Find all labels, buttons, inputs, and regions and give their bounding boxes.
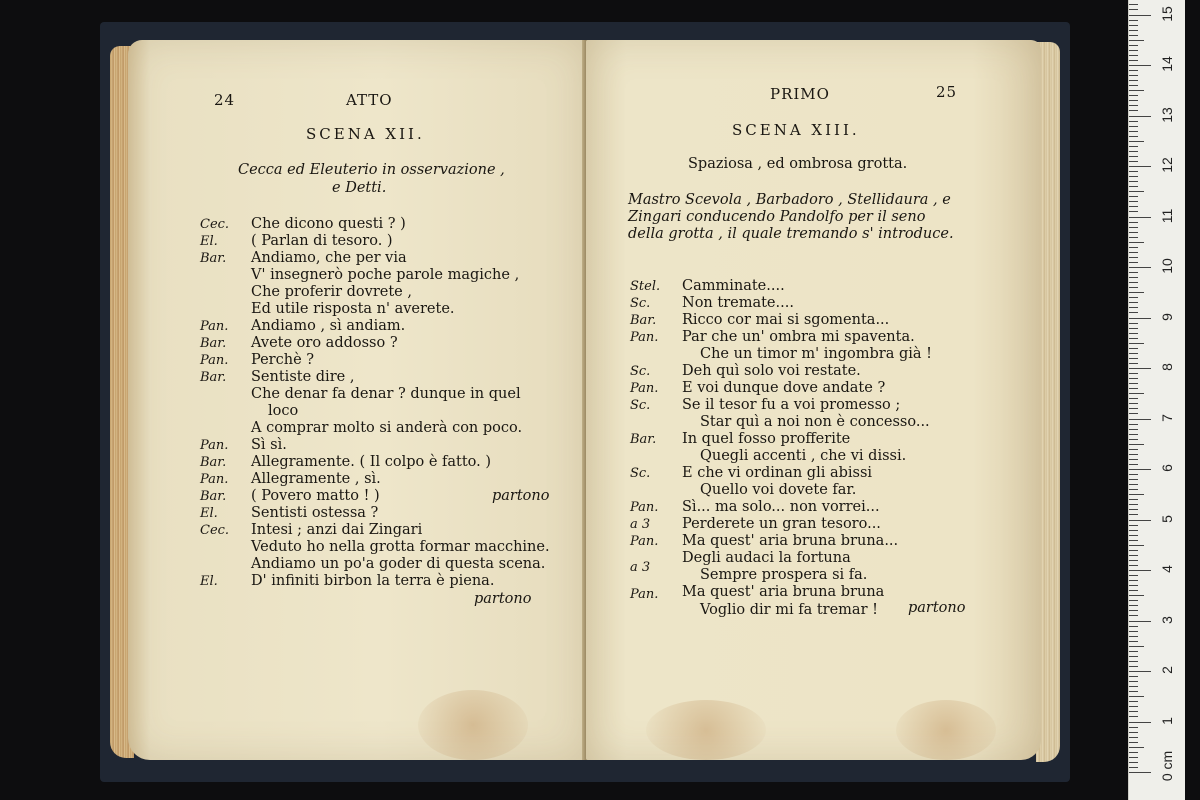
ruler-tick <box>1129 722 1151 723</box>
ruler-tick <box>1129 201 1138 202</box>
measuring-ruler <box>1128 0 1185 800</box>
water-stain <box>646 700 766 760</box>
dialogue-line: Veduto ho nella grotta formar macchine. <box>251 539 550 555</box>
ruler-tick <box>1129 494 1144 495</box>
speaker: a 3 <box>630 560 651 575</box>
dialogue-line: Che dicono questi ? ) <box>251 216 406 232</box>
ruler-tick <box>1129 429 1138 430</box>
ruler-tick <box>1129 353 1138 354</box>
dialogue-line: V' insegnerò poche parole magiche , <box>251 267 520 283</box>
ruler-tick <box>1129 242 1144 243</box>
ruler-tick <box>1129 80 1138 81</box>
speaker: Cec. <box>200 217 230 232</box>
ruler-tick <box>1129 171 1138 172</box>
ruler-tick <box>1129 661 1138 662</box>
ruler-tick <box>1129 439 1138 440</box>
ruler-tick <box>1129 328 1138 329</box>
ruler-tick <box>1129 691 1138 692</box>
speaker: Pan. <box>200 319 229 334</box>
ruler-tick <box>1129 40 1144 41</box>
dialogue-line: Sempre prospera si fa. <box>700 567 868 583</box>
ruler-label: 14 <box>1159 56 1175 72</box>
speaker: Sc. <box>630 398 651 413</box>
ruler-tick <box>1129 4 1138 5</box>
ruler-tick <box>1129 732 1138 733</box>
ruler-tick <box>1129 161 1138 162</box>
exit-direction: partono <box>474 591 532 607</box>
ruler-tick <box>1129 595 1144 596</box>
ruler-tick <box>1129 716 1138 717</box>
speaker: Bar. <box>200 251 227 266</box>
ruler-tick <box>1129 560 1138 561</box>
ruler-tick <box>1129 706 1138 707</box>
ruler-tick <box>1129 95 1138 96</box>
ruler-label: 7 <box>1159 413 1175 422</box>
ruler-tick <box>1129 166 1151 167</box>
ruler-tick <box>1129 545 1144 546</box>
ruler-tick <box>1129 307 1138 308</box>
speaker: Sc. <box>630 364 651 379</box>
dialogue-line: E voi dunque dove andate ? <box>682 380 886 396</box>
ruler-tick <box>1129 15 1151 16</box>
speaker: Bar. <box>630 313 657 328</box>
ruler-tick <box>1129 449 1138 450</box>
running-head: PRIMO <box>770 85 830 103</box>
dialogue-line: Andiamo un po'a goder di questa scena. <box>251 556 546 572</box>
ruler-tick <box>1129 742 1138 743</box>
ruler-label: 13 <box>1159 106 1175 123</box>
ruler-tick <box>1129 752 1138 753</box>
water-stain <box>418 690 528 760</box>
ruler-tick <box>1129 520 1151 521</box>
ruler-tick <box>1129 267 1151 268</box>
ruler-tick <box>1129 580 1138 581</box>
ruler-tick <box>1129 100 1138 101</box>
ruler-label: 9 <box>1159 312 1175 321</box>
dialogue-line: Ed utile risposta n' averete. <box>251 301 455 317</box>
speaker: Pan. <box>630 534 659 549</box>
ruler-tick <box>1129 408 1138 409</box>
ruler-tick <box>1129 211 1138 212</box>
right-page <box>586 40 1041 760</box>
ruler-tick <box>1129 181 1138 182</box>
ruler-tick <box>1129 666 1138 667</box>
ruler-tick <box>1129 686 1138 687</box>
dialogue-line: Allegramente. ( Il colpo è fatto. ) <box>251 454 492 470</box>
dialogue-line: Avete oro addosso ? <box>251 335 398 351</box>
ruler-tick <box>1129 621 1151 622</box>
ruler-tick <box>1129 626 1138 627</box>
ruler-tick <box>1129 70 1138 71</box>
exit-direction: partono <box>908 600 966 616</box>
scene-title: SCENA XIII. <box>732 121 860 139</box>
ruler-tick <box>1129 217 1151 218</box>
ruler-tick <box>1129 116 1151 117</box>
dialogue-line: Sì sì. <box>251 437 287 453</box>
ruler-tick <box>1129 388 1138 389</box>
ruler-tick <box>1129 30 1138 31</box>
ruler-tick <box>1129 85 1138 86</box>
ruler-tick <box>1129 196 1138 197</box>
speaker: Bar. <box>200 370 227 385</box>
ruler-tick <box>1129 424 1138 425</box>
dialogue-line: Ricco cor mai si sgomenta... <box>682 312 890 328</box>
ruler-tick <box>1129 600 1138 601</box>
ruler-label: 10 <box>1159 258 1175 274</box>
ruler-tick <box>1129 398 1138 399</box>
ruler-tick <box>1129 711 1138 712</box>
ruler-tick <box>1129 191 1144 192</box>
dialogue-line: Sì... ma solo... non vorrei... <box>682 499 880 515</box>
dialogue-line: Allegramente , sì. <box>251 471 381 487</box>
ruler-tick <box>1129 641 1138 642</box>
ruler-label: 3 <box>1159 615 1175 624</box>
ruler-tick <box>1129 287 1138 288</box>
ruler-tick <box>1129 45 1138 46</box>
ruler-tick <box>1129 222 1138 223</box>
stage-direction-line: della grotta , il quale tremando s' introduce. <box>628 226 954 242</box>
ruler-tick <box>1129 762 1138 763</box>
ruler-tick <box>1129 136 1138 137</box>
ruler-tick <box>1129 206 1138 207</box>
left-page <box>128 40 585 760</box>
ruler-label: 12 <box>1159 157 1175 173</box>
stage-direction-line: Cecca ed Eleuterio in osservazione , <box>238 162 505 178</box>
dialogue-line: Quello voi dovete far. <box>700 482 857 498</box>
ruler-label: 8 <box>1159 363 1175 371</box>
ruler-tick <box>1129 737 1138 738</box>
speaker: Bar. <box>630 432 657 447</box>
dialogue-line: Perchè ? <box>251 352 315 368</box>
ruler-tick <box>1129 605 1138 606</box>
ruler-label: 0 cm <box>1159 750 1175 782</box>
ruler-tick <box>1129 419 1151 420</box>
ruler-tick <box>1129 131 1138 132</box>
dialogue-line: Perderete un gran tesoro... <box>682 516 881 532</box>
ruler-tick <box>1129 35 1138 36</box>
ruler-tick <box>1129 509 1138 510</box>
ruler-tick <box>1129 434 1138 435</box>
stage-direction-line: Mastro Scevola , Barbadoro , Stellidaura , e <box>628 192 951 208</box>
ruler-tick <box>1129 75 1138 76</box>
ruler-tick <box>1129 90 1144 91</box>
ruler-tick <box>1129 646 1144 647</box>
ruler-tick <box>1129 333 1138 334</box>
ruler-label: 5 <box>1159 514 1175 523</box>
ruler-tick <box>1129 469 1151 470</box>
ruler-tick <box>1129 282 1138 283</box>
ruler-tick <box>1129 252 1138 253</box>
ruler-tick <box>1129 413 1138 414</box>
ruler-tick <box>1129 701 1138 702</box>
exit-direction: partono <box>492 488 550 504</box>
ruler-tick <box>1129 378 1138 379</box>
ruler-tick <box>1129 318 1151 319</box>
speaker: Pan. <box>630 381 659 396</box>
ruler-label: 2 <box>1159 666 1175 674</box>
ruler-tick <box>1129 343 1144 344</box>
ruler-tick <box>1129 292 1144 293</box>
ruler-tick <box>1129 444 1144 445</box>
speaker: Bar. <box>200 455 227 470</box>
ruler-tick <box>1129 530 1138 531</box>
ruler-tick <box>1129 772 1151 773</box>
setting-line: Spaziosa , ed ombrosa grotta. <box>688 156 908 172</box>
speaker: Sc. <box>630 296 651 311</box>
ruler-tick <box>1129 237 1138 238</box>
dialogue-line: D' infiniti birbon la terra è piena. <box>251 573 495 589</box>
ruler-tick <box>1129 302 1138 303</box>
dialogue-line: Ma quest' aria bruna bruna <box>682 584 885 600</box>
speaker: El. <box>200 506 218 521</box>
ruler-tick <box>1129 227 1138 228</box>
ruler-tick <box>1129 277 1138 278</box>
ruler-tick <box>1129 535 1138 536</box>
ruler-tick <box>1129 373 1138 374</box>
ruler-tick <box>1129 312 1138 313</box>
dialogue-line: In quel fosso profferite <box>682 431 851 447</box>
ruler-tick <box>1129 9 1138 10</box>
ruler-label: 6 <box>1159 464 1175 472</box>
speaker: Sc. <box>630 466 651 481</box>
ruler-tick <box>1129 464 1138 465</box>
dialogue-line: Deh quì solo voi restate. <box>682 363 861 379</box>
ruler-tick <box>1129 363 1138 364</box>
ruler-label: 4 <box>1159 565 1175 573</box>
ruler-tick <box>1129 60 1138 61</box>
ruler-tick <box>1129 272 1138 273</box>
ruler-tick <box>1129 474 1138 475</box>
ruler-tick <box>1129 656 1138 657</box>
dialogue-line: ( Parlan di tesoro. ) <box>251 233 393 249</box>
dialogue-line: Sentisti ostessa ? <box>251 505 379 521</box>
ruler-tick <box>1129 262 1138 263</box>
dialogue-line: Ma quest' aria bruna bruna... <box>682 533 899 549</box>
ruler-tick <box>1129 767 1138 768</box>
speaker: Bar. <box>200 489 227 504</box>
ruler-tick <box>1129 247 1138 248</box>
dialogue-line: Se il tesor fu a voi promesso ; <box>682 397 901 413</box>
ruler-tick <box>1129 323 1138 324</box>
ruler-tick <box>1129 126 1138 127</box>
ruler-label: 11 <box>1159 208 1175 223</box>
dialogue-line: Camminate.... <box>682 278 785 294</box>
ruler-tick <box>1129 696 1144 697</box>
dialogue-line: loco <box>268 403 299 419</box>
ruler-tick <box>1129 570 1151 571</box>
ruler-tick <box>1129 671 1151 672</box>
ruler-tick <box>1129 383 1138 384</box>
dialogue-line: Quegli accenti , che vi dissi. <box>700 448 907 464</box>
page-number: 25 <box>936 83 958 101</box>
ruler-tick <box>1129 575 1138 576</box>
dialogue-line: Che denar fa denar ? dunque in quel <box>251 386 521 402</box>
speaker: Pan. <box>200 438 229 453</box>
ruler-tick <box>1129 525 1138 526</box>
dialogue-line: Star quì a noi non è concesso... <box>700 414 930 430</box>
dialogue-line: Par che un' ombra mi spaventa. <box>682 329 915 345</box>
ruler-tick <box>1129 50 1138 51</box>
ruler-tick <box>1129 631 1138 632</box>
ruler-tick <box>1129 393 1144 394</box>
ruler-tick <box>1129 727 1138 728</box>
ruler-tick <box>1129 459 1138 460</box>
ruler-tick <box>1129 25 1138 26</box>
ruler-tick <box>1129 141 1144 142</box>
ruler-tick <box>1129 676 1138 677</box>
ruler-tick <box>1129 156 1138 157</box>
dialogue-line: Degli audaci la fortuna <box>682 550 851 566</box>
ruler-tick <box>1129 651 1138 652</box>
ruler-tick <box>1129 489 1138 490</box>
ruler-tick <box>1129 297 1138 298</box>
ruler-tick <box>1129 403 1138 404</box>
ruler-tick <box>1129 358 1138 359</box>
dialogue-line: Che proferir dovrete , <box>251 284 412 300</box>
stage-direction-line: Zingari conducendo Pandolfo per il seno <box>628 209 926 225</box>
ruler-tick <box>1129 550 1138 551</box>
speaker: a 3 <box>630 517 651 532</box>
ruler-tick <box>1129 151 1138 152</box>
ruler-tick <box>1129 499 1138 500</box>
speaker: Pan. <box>630 330 659 345</box>
speaker: Pan. <box>630 500 659 515</box>
ruler-tick <box>1129 610 1138 611</box>
ruler-label: 1 <box>1159 716 1175 725</box>
ruler-tick <box>1129 146 1138 147</box>
page-number: 24 <box>214 91 236 109</box>
ruler-tick <box>1129 757 1138 758</box>
stage-direction-line: e Detti. <box>332 180 387 196</box>
ruler-tick <box>1129 585 1138 586</box>
water-stain <box>896 700 996 760</box>
speaker: El. <box>200 574 218 589</box>
ruler-tick <box>1129 747 1144 748</box>
ruler-tick <box>1129 565 1138 566</box>
speaker: Bar. <box>200 336 227 351</box>
ruler-tick <box>1129 479 1138 480</box>
speaker: Stel. <box>630 279 661 294</box>
ruler-tick <box>1129 514 1138 515</box>
running-head: ATTO <box>346 91 393 109</box>
dialogue-line: Non tremate.... <box>682 295 794 311</box>
ruler-tick <box>1129 540 1138 541</box>
ruler-tick <box>1129 186 1138 187</box>
ruler-tick <box>1129 257 1138 258</box>
ruler-tick <box>1129 348 1138 349</box>
speaker: El. <box>200 234 218 249</box>
ruler-tick <box>1129 65 1151 66</box>
ruler-label: 15 <box>1159 5 1175 22</box>
ruler-tick <box>1129 105 1138 106</box>
ruler-tick <box>1129 681 1138 682</box>
ruler-tick <box>1129 615 1138 616</box>
ruler-tick <box>1129 454 1138 455</box>
ruler-tick <box>1129 368 1151 369</box>
dialogue-line: Andiamo, che per via <box>251 250 407 266</box>
dialogue-line: Voglio dir mi fa tremar ! <box>700 602 878 618</box>
ruler-tick <box>1129 590 1138 591</box>
ruler-tick <box>1129 636 1138 637</box>
speaker: Pan. <box>630 587 659 602</box>
ruler-tick <box>1129 176 1138 177</box>
ruler-tick <box>1129 232 1138 233</box>
ruler-tick <box>1129 504 1138 505</box>
speaker: Pan. <box>200 472 229 487</box>
ruler-tick <box>1129 555 1138 556</box>
dialogue-line: A comprar molto si anderà con poco. <box>251 420 523 436</box>
dialogue-line: Che un timor m' ingombra già ! <box>700 346 932 362</box>
dialogue-line: ( Povero matto ! ) <box>251 488 380 504</box>
scene-title: SCENA XII. <box>306 125 425 143</box>
dialogue-line: Intesi ; anzi dai Zingari <box>251 522 423 538</box>
ruler-tick <box>1129 121 1138 122</box>
ruler-tick <box>1129 55 1138 56</box>
dialogue-line: E che vi ordinan gli abissi <box>682 465 873 481</box>
ruler-tick <box>1129 338 1138 339</box>
ruler-tick <box>1129 110 1138 111</box>
dialogue-line: Andiamo , sì andiam. <box>251 318 406 334</box>
ruler-tick <box>1129 20 1138 21</box>
speaker: Cec. <box>200 523 230 538</box>
dialogue-line: Sentiste dire , <box>251 369 355 385</box>
ruler-tick <box>1129 484 1138 485</box>
speaker: Pan. <box>200 353 229 368</box>
